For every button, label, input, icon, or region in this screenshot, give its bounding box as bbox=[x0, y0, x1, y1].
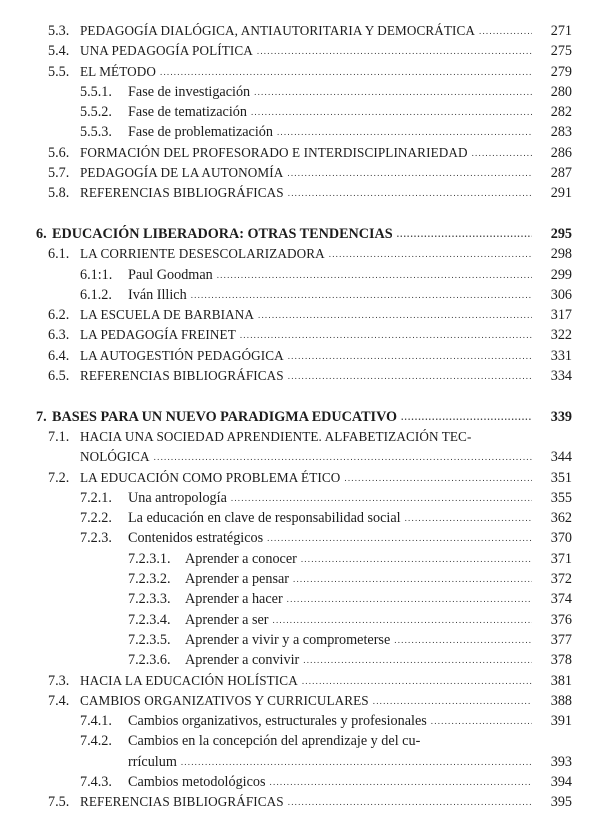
entry-body bbox=[128, 102, 572, 122]
entry-number: 7.4.3. bbox=[80, 773, 112, 790]
entry-body bbox=[185, 650, 572, 670]
entry-page: 287 bbox=[550, 165, 572, 182]
dot-leader bbox=[293, 569, 532, 589]
dot-leader bbox=[303, 650, 532, 670]
entry-body bbox=[80, 366, 572, 386]
entry-number: 5.5.1. bbox=[80, 83, 112, 100]
toc-entry[interactable] bbox=[0, 183, 600, 203]
dot-leader bbox=[273, 610, 532, 630]
blank-line bbox=[0, 386, 600, 406]
dot-leader bbox=[329, 244, 532, 264]
dot-leader bbox=[181, 752, 532, 772]
entry-body bbox=[128, 711, 572, 731]
entry-number: 7.1. bbox=[48, 428, 70, 445]
entry-number: 7.3. bbox=[48, 672, 70, 689]
entry-title: REFERENCIAS BIBLIOGRÁFICAS bbox=[80, 185, 284, 201]
toc-entry[interactable] bbox=[0, 102, 600, 122]
entry-page: 339 bbox=[550, 408, 572, 425]
entry-page: 355 bbox=[550, 489, 572, 506]
toc-entry[interactable] bbox=[0, 610, 600, 630]
dot-leader bbox=[288, 183, 532, 203]
entry-page: 334 bbox=[550, 368, 572, 385]
entry-number: 5.5.2. bbox=[80, 104, 112, 121]
entry-title: PEDAGOGÍA DIALÓGICA, ANTIAUTORITARIA Y DEMOCRÁTICA bbox=[80, 23, 476, 38]
dot-leader bbox=[240, 325, 532, 345]
toc-entry[interactable] bbox=[0, 21, 600, 41]
entry-number: 7.4.2. bbox=[80, 733, 112, 750]
entry-page-placeholder bbox=[536, 731, 572, 751]
entry-body bbox=[80, 143, 572, 163]
toc-entry[interactable] bbox=[0, 265, 600, 285]
entry-title: Fase de tematización bbox=[128, 104, 247, 121]
entry-body bbox=[128, 122, 572, 142]
entry-page: 388 bbox=[550, 692, 572, 709]
entry-number: 7.2.2. bbox=[80, 510, 112, 527]
entry-number: 6.4. bbox=[48, 347, 70, 364]
entry-page: 393 bbox=[550, 753, 572, 770]
dot-leader bbox=[288, 366, 532, 386]
table-of-contents bbox=[0, 21, 600, 813]
entry-page: 298 bbox=[550, 246, 572, 263]
dot-leader bbox=[270, 772, 532, 792]
entry-title: Aprender a pensar bbox=[185, 571, 289, 588]
entry-page: 306 bbox=[550, 286, 572, 303]
entry-page: 299 bbox=[550, 266, 572, 283]
entry-body bbox=[185, 549, 572, 569]
entry-title: REFERENCIAS BIBLIOGRÁFICAS bbox=[80, 794, 284, 810]
dot-leader bbox=[191, 285, 532, 305]
entry-number: 6.1.2. bbox=[80, 286, 112, 303]
entry-title: LA AUTOGESTIÓN PEDAGÓGICA bbox=[80, 347, 284, 363]
entry-page: 370 bbox=[550, 530, 572, 547]
entry-title: HACIA LA EDUCACIÓN HOLÍSTICA bbox=[80, 672, 298, 688]
entry-page: 376 bbox=[550, 611, 572, 628]
entry-number: 7.2.1. bbox=[80, 489, 112, 506]
toc-entry[interactable] bbox=[0, 305, 600, 325]
entry-number: 7.5. bbox=[48, 794, 70, 811]
toc-entry[interactable] bbox=[0, 82, 600, 102]
entry-body bbox=[128, 528, 572, 548]
dot-leader bbox=[301, 549, 532, 569]
dot-leader bbox=[231, 488, 532, 508]
dot-leader bbox=[405, 508, 532, 528]
entry-title: CAMBIOS ORGANIZATIVOS Y CURRICULARES bbox=[80, 692, 369, 708]
entry-number: 7.2.3.2. bbox=[128, 571, 171, 588]
entry-number: 6.5. bbox=[48, 368, 70, 385]
entry-body bbox=[185, 589, 572, 609]
entry-title: LA ESCUELA DE BARBIANA bbox=[80, 307, 255, 323]
entry-number: 5.5.3. bbox=[80, 124, 112, 141]
entry-body bbox=[80, 305, 572, 325]
entry-body bbox=[52, 407, 572, 427]
entry-number: 7.4.1. bbox=[80, 713, 112, 730]
entry-page: 283 bbox=[550, 124, 572, 141]
dot-leader bbox=[267, 528, 532, 548]
entry-title: LA EDUCACIÓN COMO PROBLEMA ÉTICO bbox=[80, 469, 341, 485]
entry-page: 381 bbox=[550, 672, 572, 689]
entry-title: Aprender a ser bbox=[185, 611, 269, 628]
toc-entry[interactable] bbox=[0, 650, 600, 670]
entry-body bbox=[128, 508, 572, 528]
entry-page: 295 bbox=[550, 225, 572, 242]
entry-title: Fase de problematización bbox=[128, 124, 273, 141]
entry-title: Iván Illich bbox=[128, 286, 187, 303]
entry-title: Aprender a vivir y a comprometerse bbox=[185, 631, 391, 648]
dot-leader bbox=[288, 792, 532, 812]
entry-page: 317 bbox=[550, 307, 572, 324]
entry-title: LA PEDAGOGÍA FREINET bbox=[80, 327, 236, 343]
toc-entry[interactable] bbox=[0, 508, 600, 528]
toc-entry[interactable] bbox=[0, 346, 600, 366]
entry-page: 374 bbox=[550, 591, 572, 608]
entry-title: Cambios organizativos, estructurales y profesionales bbox=[128, 713, 427, 730]
entry-number: 7.2.3.4. bbox=[128, 611, 171, 628]
toc-entry[interactable] bbox=[0, 244, 600, 264]
toc-entry[interactable] bbox=[0, 792, 600, 812]
entry-body bbox=[128, 731, 572, 751]
entry-page: 271 bbox=[550, 23, 572, 39]
entry-number: 5.4. bbox=[48, 43, 70, 60]
dot-leader bbox=[479, 21, 532, 41]
dot-leader bbox=[257, 41, 532, 61]
entry-number: 6.1. bbox=[48, 246, 70, 263]
toc-entry[interactable] bbox=[0, 143, 600, 163]
entry-page: 280 bbox=[550, 83, 572, 100]
dot-leader bbox=[154, 447, 532, 467]
entry-page-placeholder bbox=[536, 427, 572, 447]
entry-title: BASES PARA UN NUEVO PARADIGMA EDUCATIVO bbox=[52, 408, 398, 425]
entry-title: REFERENCIAS BIBLIOGRÁFICAS bbox=[80, 368, 284, 384]
dot-leader bbox=[160, 62, 532, 82]
entry-number: 7.2.3. bbox=[80, 530, 112, 547]
entry-title: Contenidos estratégicos bbox=[128, 530, 264, 547]
entry-number: 7.4. bbox=[48, 692, 70, 709]
entry-body bbox=[185, 630, 572, 650]
entry-body bbox=[128, 285, 572, 305]
entry-page: 371 bbox=[550, 550, 572, 567]
entry-title: Una antropología bbox=[128, 489, 227, 506]
dot-leader bbox=[287, 163, 532, 183]
entry-number: 7.2.3.3. bbox=[128, 591, 171, 608]
entry-page: 344 bbox=[550, 449, 572, 466]
entry-body bbox=[80, 163, 572, 183]
toc-entry-continuation bbox=[0, 447, 600, 467]
entry-title: EL MÉTODO bbox=[80, 63, 156, 79]
toc-entry[interactable] bbox=[0, 549, 600, 569]
entry-number: 6. bbox=[36, 225, 47, 242]
entry-title: La educación en clave de responsabilidad social bbox=[128, 510, 401, 527]
entry-body bbox=[80, 346, 572, 366]
entry-body bbox=[80, 671, 572, 691]
entry-page: 362 bbox=[550, 510, 572, 527]
toc-entry[interactable] bbox=[0, 325, 600, 345]
toc-entry[interactable] bbox=[0, 163, 600, 183]
blank-line bbox=[0, 204, 600, 224]
toc-entry[interactable] bbox=[0, 731, 600, 751]
entry-number: 7.2.3.5. bbox=[128, 631, 171, 648]
toc-entry[interactable] bbox=[0, 285, 600, 305]
dot-leader bbox=[472, 143, 532, 163]
entry-body bbox=[80, 325, 572, 345]
entry-body bbox=[128, 82, 572, 102]
entry-number: 7. bbox=[36, 408, 47, 425]
toc-entry[interactable] bbox=[0, 569, 600, 589]
entry-title: LA CORRIENTE DESESCOLARIZADORA bbox=[80, 246, 325, 262]
entry-number: 5.3. bbox=[48, 23, 70, 39]
toc-entry[interactable] bbox=[0, 528, 600, 548]
entry-body bbox=[80, 427, 572, 447]
dot-leader bbox=[258, 305, 532, 325]
toc-entry[interactable] bbox=[0, 671, 600, 691]
entry-number: 5.6. bbox=[48, 144, 70, 161]
entry-title: FORMACIÓN DEL PROFESORADO E INTERDISCIPLINARIEDAD bbox=[80, 144, 468, 160]
entry-number: 5.8. bbox=[48, 185, 70, 202]
entry-body bbox=[128, 752, 572, 772]
toc-entry[interactable] bbox=[0, 224, 600, 244]
entry-title: Aprender a hacer bbox=[185, 591, 283, 608]
entry-body bbox=[185, 569, 572, 589]
entry-page: 291 bbox=[550, 185, 572, 202]
dot-leader bbox=[277, 122, 532, 142]
entry-title: UNA PEDAGOGÍA POLÍTICA bbox=[80, 43, 253, 59]
entry-title: Aprender a conocer bbox=[185, 550, 297, 567]
entry-page: 331 bbox=[550, 347, 572, 364]
toc-entry[interactable] bbox=[0, 427, 600, 447]
entry-page: 395 bbox=[550, 794, 572, 811]
entry-body bbox=[52, 224, 572, 244]
entry-number: 6.2. bbox=[48, 307, 70, 324]
entry-page: 377 bbox=[550, 631, 572, 648]
toc-entry-continuation bbox=[0, 752, 600, 772]
entry-number: 7.2. bbox=[48, 469, 70, 486]
dot-leader bbox=[302, 671, 532, 691]
entry-title: Aprender a convivir bbox=[185, 652, 300, 669]
dot-leader bbox=[397, 224, 532, 244]
dot-leader bbox=[373, 691, 532, 711]
entry-body bbox=[80, 447, 572, 467]
entry-body bbox=[80, 691, 572, 711]
entry-title: PEDAGOGÍA DE LA AUTONOMÍA bbox=[80, 165, 284, 181]
dot-leader bbox=[217, 265, 532, 285]
entry-page: 279 bbox=[550, 63, 572, 80]
entry-title: Cambios metodológicos bbox=[128, 773, 266, 790]
toc-entry[interactable] bbox=[0, 62, 600, 82]
entry-number: 5.7. bbox=[48, 165, 70, 182]
toc-entry[interactable] bbox=[0, 366, 600, 386]
dot-leader bbox=[254, 82, 532, 102]
dot-leader bbox=[401, 407, 532, 427]
entry-title-continuation: NOLÓGICA bbox=[80, 449, 150, 465]
entry-body bbox=[128, 488, 572, 508]
entry-number: 6.1:1. bbox=[80, 266, 113, 283]
entry-body bbox=[128, 265, 572, 285]
dot-leader bbox=[287, 589, 532, 609]
entry-body bbox=[80, 41, 572, 61]
entry-title: Fase de investigación bbox=[128, 83, 251, 100]
entry-body bbox=[80, 62, 572, 82]
entry-number: 7.2.3.1. bbox=[128, 550, 171, 567]
entry-page: 391 bbox=[550, 713, 572, 730]
entry-title: Cambios en la concepción del aprendizaje y del cu- bbox=[128, 733, 421, 750]
toc-entry[interactable] bbox=[0, 711, 600, 731]
entry-title: Paul Goodman bbox=[128, 266, 213, 283]
toc-entry[interactable] bbox=[0, 407, 600, 427]
entry-body bbox=[185, 610, 572, 630]
toc-entry[interactable] bbox=[0, 122, 600, 142]
entry-page: 378 bbox=[550, 652, 572, 669]
toc-entry[interactable] bbox=[0, 630, 600, 650]
entry-body bbox=[80, 244, 572, 264]
entry-page: 286 bbox=[550, 144, 572, 161]
entry-body bbox=[80, 468, 572, 488]
entry-page: 394 bbox=[550, 773, 572, 790]
entry-title: HACIA UNA SOCIEDAD APRENDIENTE. ALFABETIZACIÓN TEC- bbox=[80, 428, 472, 444]
entry-page: 322 bbox=[550, 327, 572, 344]
dot-leader bbox=[394, 630, 532, 650]
dot-leader bbox=[251, 102, 532, 122]
entry-body bbox=[80, 21, 572, 41]
dot-leader bbox=[288, 346, 532, 366]
toc-entry[interactable] bbox=[0, 772, 600, 792]
entry-body bbox=[128, 772, 572, 792]
toc-entry[interactable] bbox=[0, 488, 600, 508]
entry-page: 351 bbox=[550, 469, 572, 486]
toc-entry[interactable] bbox=[0, 41, 600, 61]
entry-page: 372 bbox=[550, 571, 572, 588]
dot-leader bbox=[431, 711, 532, 731]
entry-number: 6.3. bbox=[48, 327, 70, 344]
entry-title: EDUCACIÓN LIBERADORA: OTRAS TENDENCIAS bbox=[52, 225, 393, 242]
toc-entry[interactable] bbox=[0, 589, 600, 609]
toc-entry[interactable] bbox=[0, 691, 600, 711]
entry-page: 275 bbox=[550, 43, 572, 60]
dot-leader bbox=[344, 468, 532, 488]
entry-number: 7.2.3.6. bbox=[128, 652, 171, 669]
entry-title-continuation: rrículum bbox=[128, 753, 177, 770]
entry-number: 5.5. bbox=[48, 63, 70, 80]
entry-body bbox=[80, 792, 572, 812]
toc-entry[interactable] bbox=[0, 468, 600, 488]
entry-page: 282 bbox=[550, 104, 572, 121]
entry-body bbox=[80, 183, 572, 203]
